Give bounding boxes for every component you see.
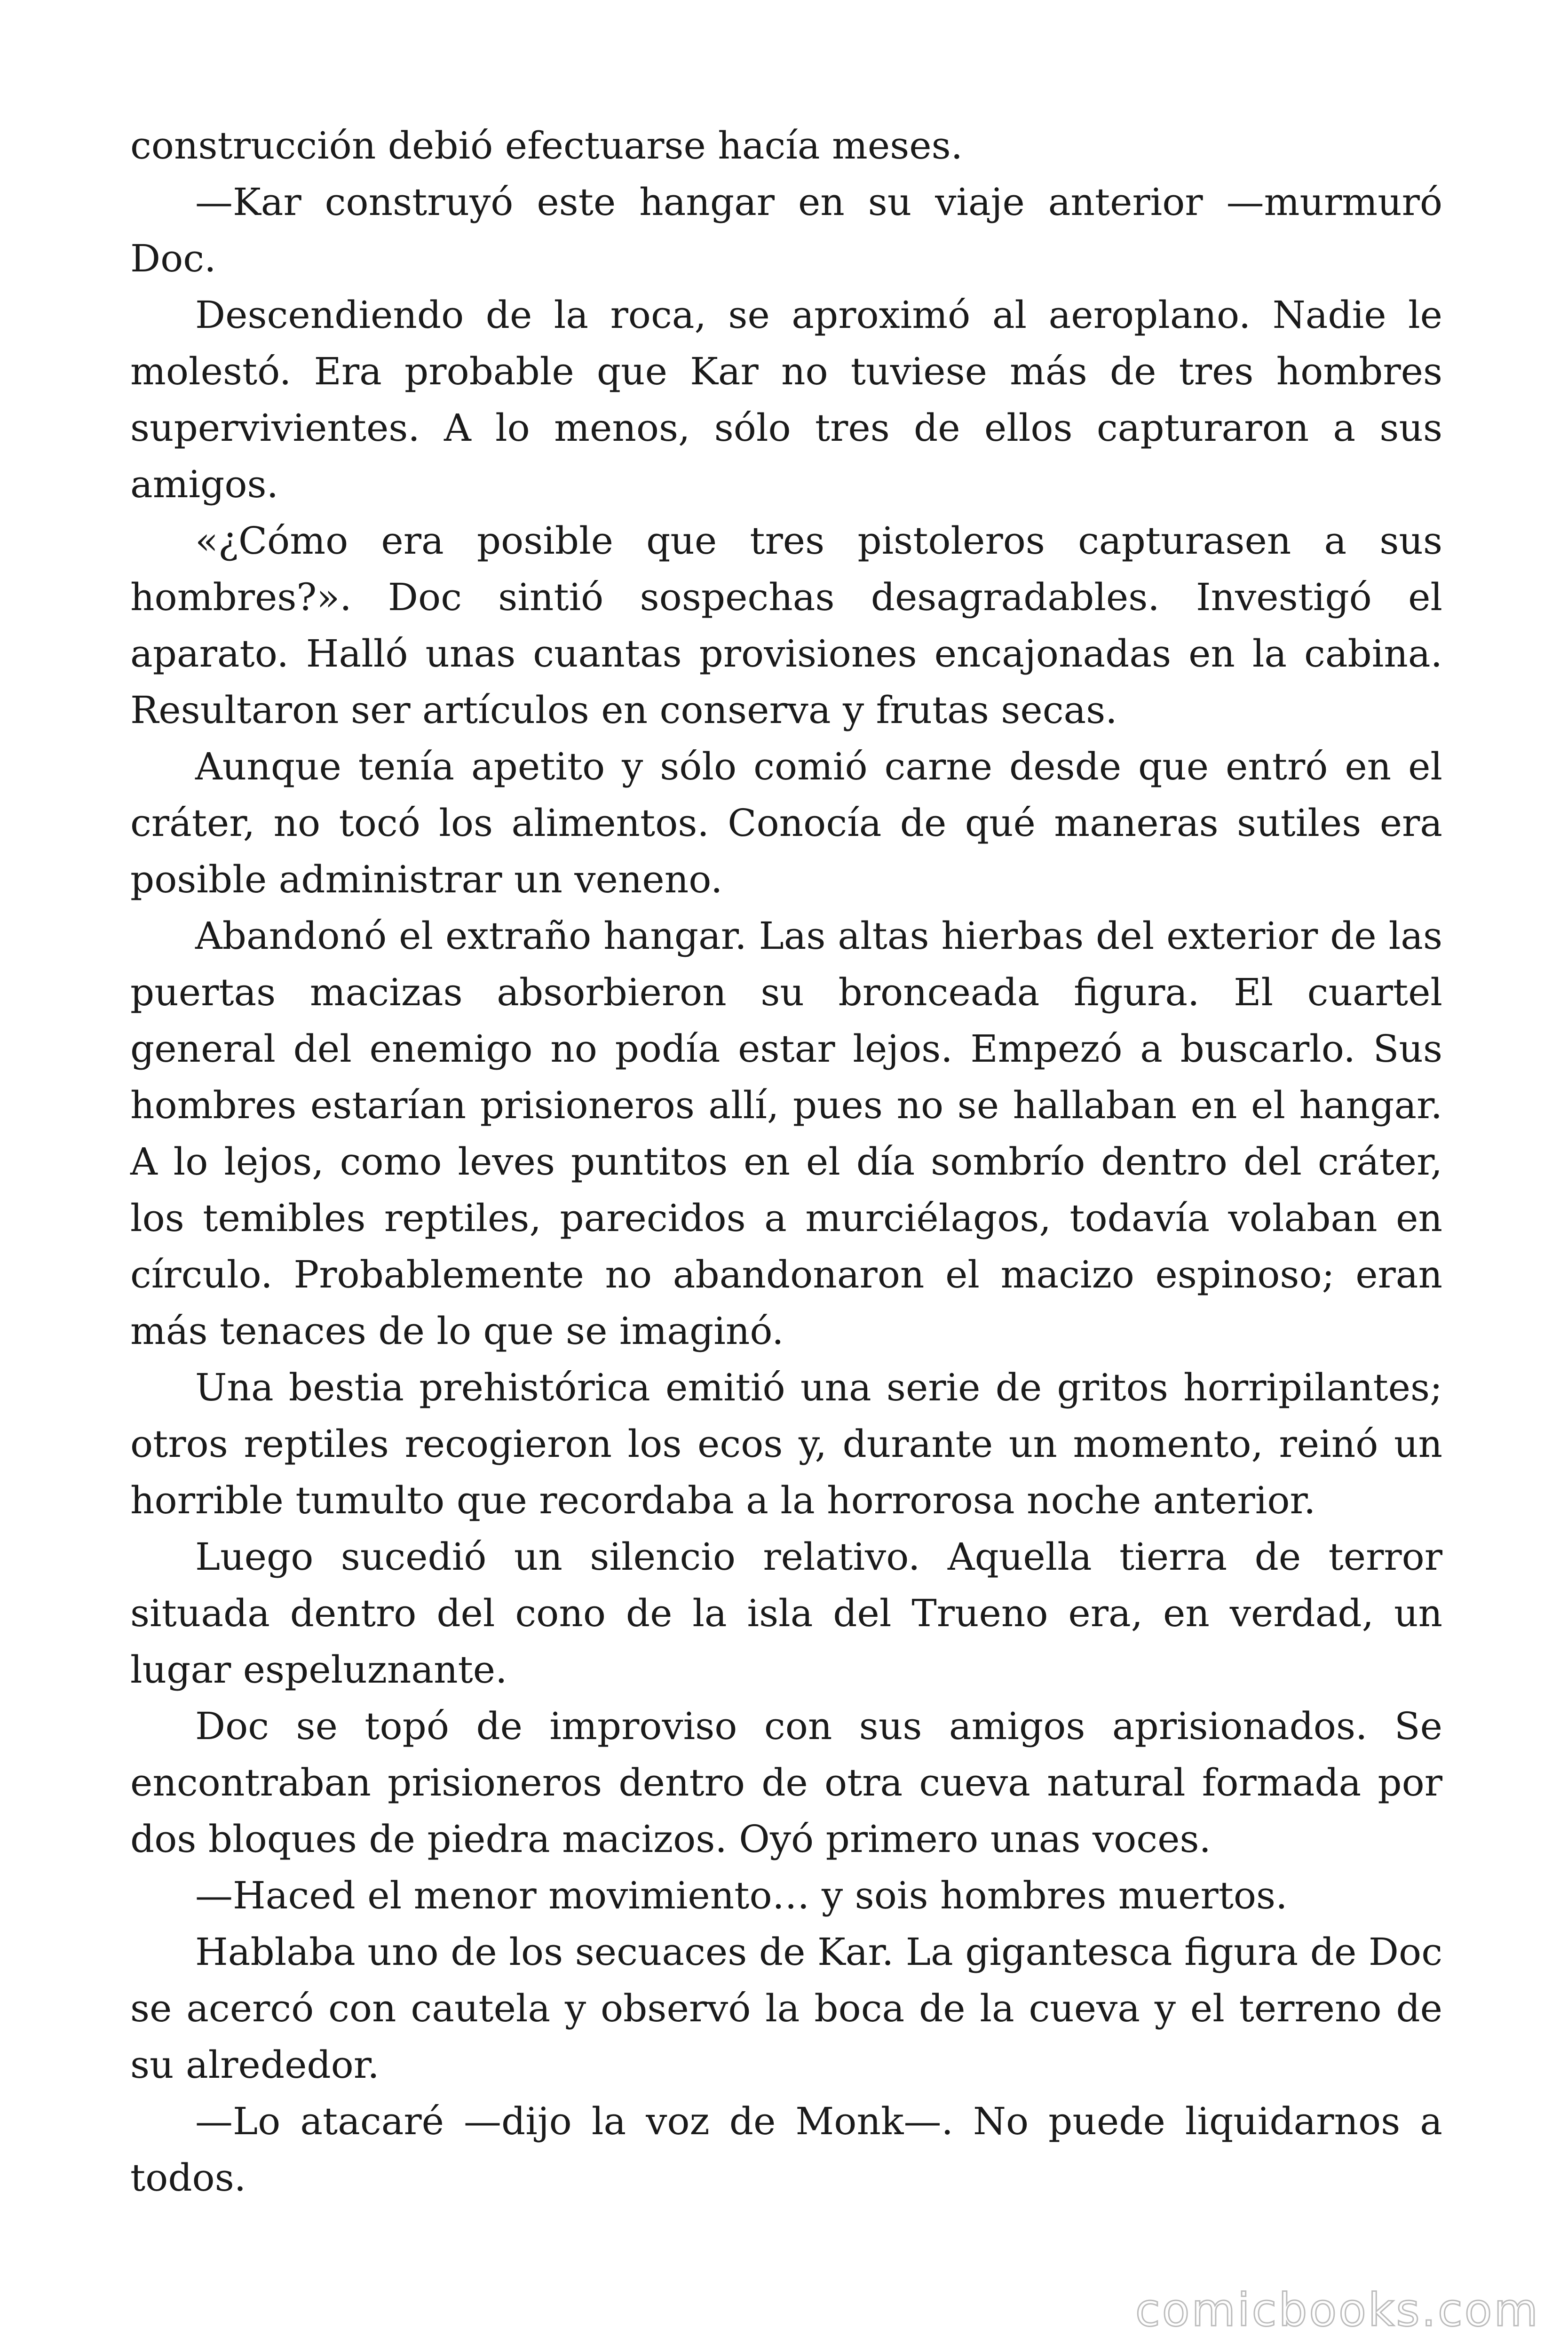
paragraph: «¿Cómo era posible que tres pistoleros capturasen a sus hombres?». Doc sintió sospechas desagradables. Investigó el aparato. Halló unas cuantas provisiones encajonadas en la cabina. Resultaron ser artículos en conserva y frutas secas. bbox=[130, 519, 1442, 732]
paragraph: Doc se topó de improviso con sus amigos aprisionados. Se encontraban prisioneros dentro de otra cueva natural formada por dos bloques de piedra macizos. Oyó primero unas voces. bbox=[130, 1704, 1442, 1861]
paragraph: Abandonó el extraño hangar. Las altas hierbas del exterior de las puertas macizas absorbieron su bronceada figura. El cuartel general del enemigo no podía estar lejos. Empezó a buscarlo. Sus hombres estarían prisioneros allí, pues no se hallaban en el hangar. A lo lejos, como leves puntitos en el día sombrío dentro del cráter, los temibles reptiles, parecidos a murciélagos, todavía volaban en círculo. Probablemente no abandonaron el macizo espinoso; eran más tenaces de lo que se imaginó. bbox=[130, 914, 1442, 1353]
paragraph: Descendiendo de la roca, se aproximó al aeroplano. Nadie le molestó. Era probable que Kar no tuviese más de tres hombres supervivientes. A lo menos, sólo tres de ellos capturaron a sus amigos. bbox=[130, 293, 1442, 506]
paragraph: Aunque tenía apetito y sólo comió carne desde que entró en el cráter, no tocó los alimentos. Conocía de qué maneras sutiles era posible administrar un veneno. bbox=[130, 745, 1442, 901]
paragraph: —Kar construyó este hangar en su viaje anterior —murmuró Doc. bbox=[130, 180, 1442, 280]
paragraph: —Lo atacaré —dijo la voz de Monk—. No puede liquidarnos a todos. bbox=[130, 2099, 1442, 2200]
paragraph: construcción debió efectuarse hacía meses. bbox=[130, 124, 963, 167]
paragraph: Hablaba uno de los secuaces de Kar. La gigantesca figura de Doc se acercó con cautela y observó la boca de la cueva y el terreno de su alrededor. bbox=[130, 1930, 1442, 2087]
watermark: comicbooks.com bbox=[1135, 2284, 1540, 2336]
page-body bbox=[130, 118, 1442, 2206]
paragraph: Luego sucedió un silencio relativo. Aquella tierra de terror situada dentro del cono de la isla del Trueno era, en verdad, un lugar espeluznante. bbox=[130, 1535, 1442, 1692]
paragraph: —Haced el menor movimiento… y sois hombres muertos. bbox=[195, 1874, 1288, 1917]
paragraph: Una bestia prehistórica emitió una serie de gritos horripilantes; otros reptiles recogieron los ecos y, durante un momento, reinó un horrible tumulto que recordaba a la horrorosa noche anterior. bbox=[130, 1366, 1442, 1522]
